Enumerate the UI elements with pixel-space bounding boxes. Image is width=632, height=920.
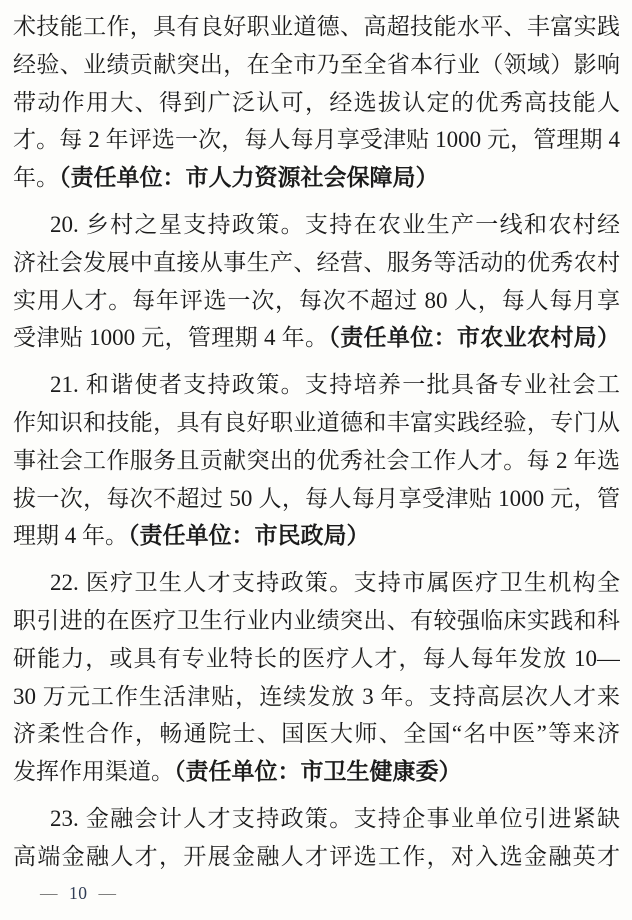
body-text-segment: 才。每 2 年评选一次，每人每月享受津贴 1000 元，管理期 4 bbox=[13, 127, 620, 153]
para-23-finance-accounting bbox=[13, 800, 620, 876]
body-text-segment: 23. 金融会计人才支持政策。支持企事业单位引进紧缺 bbox=[50, 805, 620, 831]
body-text-segment: 理期 4 年。 bbox=[13, 523, 128, 549]
body-text-segment: 事社会工作服务且贡献突出的优秀社会工作人才。每 2 年选 bbox=[13, 447, 620, 473]
body-text-segment: 发挥作用渠道。 bbox=[13, 759, 174, 785]
text-line bbox=[13, 442, 620, 480]
body-text-segment: 济社会发展中直接从事生产、经营、服务等活动的优秀农村 bbox=[13, 249, 620, 275]
text-line bbox=[13, 838, 620, 876]
text-line bbox=[13, 678, 620, 716]
footer-dash-left: — bbox=[40, 882, 58, 903]
text-line bbox=[13, 84, 620, 122]
text-line bbox=[13, 640, 620, 678]
body-text-segment: 20. 乡村之星支持政策。支持在农业生产一线和农村经 bbox=[50, 211, 620, 237]
text-line bbox=[13, 517, 620, 555]
body-text-segment: 术技能工作，具有良好职业道德、高超技能水平、丰富实践 bbox=[13, 14, 620, 39]
body-text-segment: 济柔性合作，畅通院士、国医大师、全国“名中医”等来济 bbox=[13, 721, 620, 747]
para-21-harmony-envoy bbox=[13, 366, 620, 555]
responsible-unit-text: （责任单位：市卫生健康委） bbox=[174, 759, 462, 785]
page-footer bbox=[38, 880, 119, 906]
body-text-segment: 受津贴 1000 元，管理期 4 年。 bbox=[13, 325, 329, 351]
document-body bbox=[13, 8, 620, 876]
responsible-unit-text: （责任单位：市人力资源社会保障局） bbox=[59, 165, 439, 191]
body-text-segment: 年。 bbox=[13, 165, 59, 191]
text-line bbox=[13, 206, 620, 244]
text-line bbox=[13, 159, 620, 197]
para-20-rural-star bbox=[13, 206, 620, 357]
body-text-segment: 职引进的在医疗卫生行业内业绩突出、有较强临床实践和科 bbox=[13, 607, 620, 633]
text-line bbox=[13, 366, 620, 404]
responsible-unit-text: （责任单位：市民政局） bbox=[128, 523, 370, 549]
page-number: 10 bbox=[69, 882, 88, 903]
text-line bbox=[13, 715, 620, 753]
text-line bbox=[13, 564, 620, 602]
para-19-continuation bbox=[13, 8, 620, 197]
body-text-segment: 21. 和谐使者支持政策。支持培养一批具备专业社会工 bbox=[50, 372, 620, 398]
text-line bbox=[13, 404, 620, 442]
text-line bbox=[13, 753, 620, 791]
body-text-segment: 30 万元工作生活津贴，连续发放 3 年。支持高层次人才来 bbox=[13, 683, 620, 709]
body-text-segment: 作知识和技能，具有良好职业道德和丰富实践经验，专门从 bbox=[13, 409, 620, 435]
para-22-medical-health bbox=[13, 564, 620, 791]
text-line bbox=[13, 46, 620, 84]
text-line bbox=[13, 800, 620, 838]
body-text-segment: 高端金融人才，开展金融人才评选工作，对入选金融英才 bbox=[13, 843, 620, 869]
body-text-segment: 经验、业绩贡献突出，在全市乃至全省本行业（领域）影响 bbox=[13, 51, 620, 77]
text-line bbox=[13, 480, 620, 518]
text-line bbox=[13, 8, 620, 46]
text-line bbox=[13, 244, 620, 282]
footer-dash-right: — bbox=[98, 882, 117, 903]
body-text-segment: 带动作用大、得到广泛认可，经选拔认定的优秀高技能人 bbox=[13, 89, 620, 115]
body-text-segment: 实用人才。每年评选一次，每次不超过 80 人，每人每月享 bbox=[13, 287, 620, 313]
body-text-segment: 22. 医疗卫生人才支持政策。支持市属医疗卫生机构全 bbox=[50, 570, 620, 596]
text-line bbox=[13, 121, 620, 159]
responsible-unit-text: （责任单位：市农业农村局） bbox=[328, 325, 620, 351]
text-line bbox=[13, 319, 620, 357]
text-line bbox=[13, 282, 620, 320]
body-text-segment: 拔一次，每次不超过 50 人，每人每月享受津贴 1000 元，管 bbox=[13, 485, 620, 511]
body-text-segment: 研能力，或具有专业特长的医疗人才，每人每年发放 10— bbox=[13, 645, 620, 671]
text-line bbox=[13, 602, 620, 640]
